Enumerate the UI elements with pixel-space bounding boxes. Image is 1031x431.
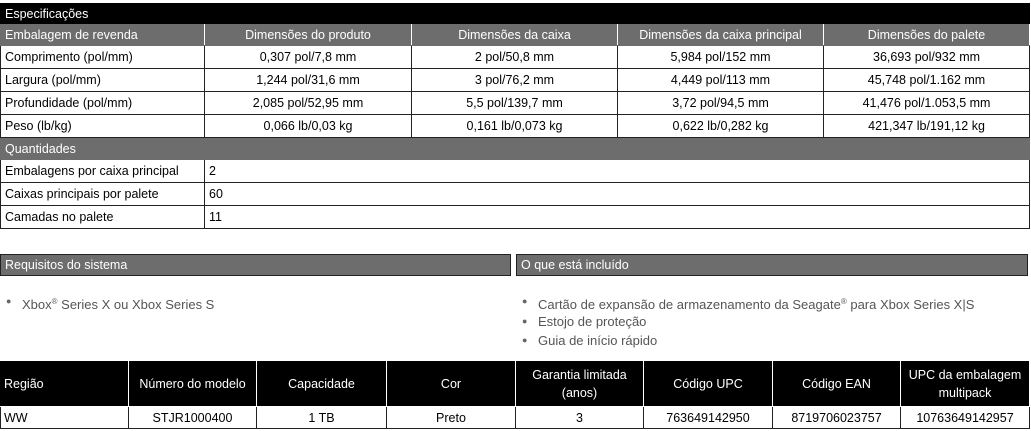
table-row [1,115,1030,138]
header-retail-packaging: Embalagem de revenda [1,24,205,46]
cell-model-number: STJR1000400 [129,407,257,429]
whats-included-header: O que está incluído [516,254,1028,276]
cell-ean: 8719706023757 [773,407,901,429]
system-requirements-list [2,292,214,312]
row-label: Comprimento (pol/mm) [1,46,205,69]
included-items-list [518,292,974,351]
registered-mark: ® [51,297,58,306]
cell-value: 0,307 pol/7,8 mm [205,46,412,69]
row-label: Largura (pol/mm) [1,69,205,92]
cell-value: 421,347 lb/191,12 kg [824,115,1030,138]
cell-warranty: 3 [516,407,644,429]
row-label: Profundidade (pol/mm) [1,92,205,115]
specifications-table [0,3,1030,229]
cell-value: 41,476 pol/1.053,5 mm [824,92,1030,115]
model-table [0,361,1030,429]
cell-capacity: 1 TB [257,407,387,429]
specifications-header-row [1,24,1030,46]
header-capacity: Capacidade [257,362,387,407]
header-ean: Código EAN [773,362,901,407]
list-item: ● Estojo de proteção [518,312,974,332]
header-region: Região [1,362,129,407]
table-row [1,46,1030,69]
quantities-title: Quantidades [1,138,1030,160]
list-item: ● Xbox® Series X ou Xbox Series S [2,292,214,312]
quantities-header-row [1,138,1030,160]
cell-value: 60 [205,183,1030,206]
cell-value: 0,622 lb/0,282 kg [618,115,824,138]
cell-value: 11 [205,206,1030,229]
header-box-dimensions: Dimensões da caixa [412,24,618,46]
table-row [1,69,1030,92]
cell-value: 45,748 pol/1.162 mm [824,69,1030,92]
cell-value: 5,5 pol/139,7 mm [412,92,618,115]
table-row [1,407,1030,429]
specifications-title-row [1,4,1030,24]
system-requirements-header: Requisitos do sistema [0,254,511,276]
cell-value: 2 pol/50,8 mm [412,46,618,69]
cell-region: WW [1,407,129,429]
table-row [1,183,1030,206]
model-table-header-row [1,362,1030,407]
registered-mark: ® [840,297,847,306]
row-label: Caixas principais por palete [1,183,205,206]
cell-value: 2,085 pol/52,95 mm [205,92,412,115]
cell-color: Preto [387,407,516,429]
cell-value: 4,449 pol/113 mm [618,69,824,92]
cell-value: 3,72 pol/94,5 mm [618,92,824,115]
cell-value: 0,161 lb/0,073 kg [412,115,618,138]
cell-value: 3 pol/76,2 mm [412,69,618,92]
row-label: Peso (lb/kg) [1,115,205,138]
header-multipack-upc: UPC da embalagem multipack [901,362,1030,407]
row-label: Embalagens por caixa principal [1,160,205,183]
header-upc: Código UPC [644,362,773,407]
cell-upc: 763649142950 [644,407,773,429]
cell-value: 36,693 pol/932 mm [824,46,1030,69]
cell-value: 1,244 pol/31,6 mm [205,69,412,92]
cell-value: 5,984 pol/152 mm [618,46,824,69]
row-label: Camadas no palete [1,206,205,229]
table-row [1,206,1030,229]
cell-value: 0,066 lb/0,03 kg [205,115,412,138]
header-warranty: Garantia limitada (anos) [516,362,644,407]
header-product-dimensions: Dimensões do produto [205,24,412,46]
header-model-number: Número do modelo [129,362,257,407]
list-item: ● Cartão de expansão de armazenamento da Seagate® para Xbox Series X|S [518,292,974,312]
header-pallet-dimensions: Dimensões do palete [824,24,1030,46]
list-item: ● Guia de início rápido [518,331,974,351]
cell-multipack-upc: 10763649142957 [901,407,1030,429]
cell-value: 2 [205,160,1030,183]
header-color: Cor [387,362,516,407]
table-row [1,160,1030,183]
header-master-box-dimensions: Dimensões da caixa principal [618,24,824,46]
specifications-title: Especificações [1,4,1030,24]
table-row [1,92,1030,115]
